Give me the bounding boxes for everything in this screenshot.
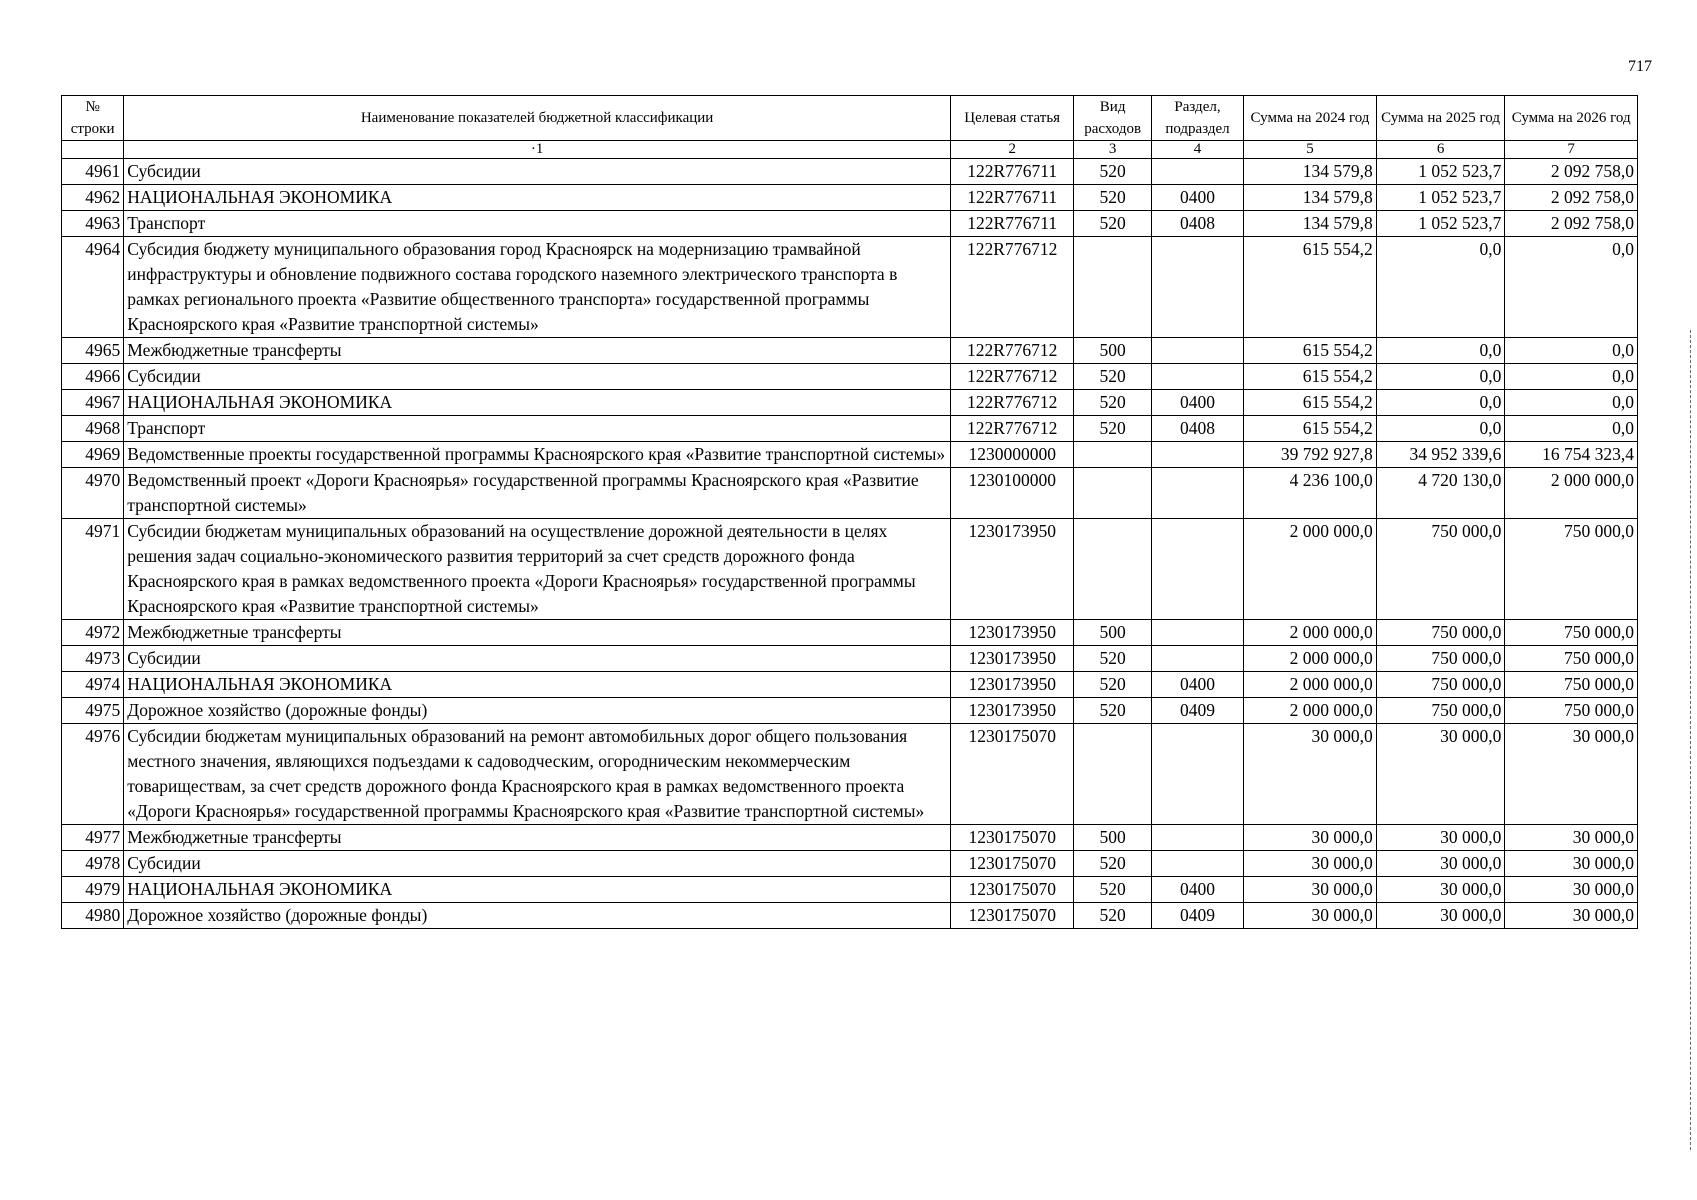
header-razdel: Раздел, подраздел xyxy=(1151,96,1243,141)
sum-2024: 4 236 100,0 xyxy=(1244,468,1377,519)
sum-2026: 16 754 323,4 xyxy=(1505,442,1638,468)
sum-2025: 750 000,0 xyxy=(1376,672,1505,698)
target-article: 1230173950 xyxy=(950,698,1074,724)
section-subsection: 0409 xyxy=(1151,698,1243,724)
section-subsection xyxy=(1151,364,1243,390)
table-row xyxy=(62,364,1638,390)
expense-type xyxy=(1074,468,1151,519)
sum-2025: 30 000,0 xyxy=(1376,724,1505,825)
expense-type: 520 xyxy=(1074,672,1151,698)
expense-type xyxy=(1074,724,1151,825)
expense-type: 520 xyxy=(1074,851,1151,877)
target-article: 122R776711 xyxy=(950,159,1074,185)
section-subsection xyxy=(1151,442,1243,468)
sum-2025: 750 000,0 xyxy=(1376,646,1505,672)
section-subsection xyxy=(1151,338,1243,364)
column-number: 3 xyxy=(1074,141,1151,159)
row-name: Субсидии бюджетам муниципальных образований на осуществление дорожной деятельности в целях решения задач социально-экономического развития территорий за счет средств дорожного фонда Красноярского края в рамках ведомственного проекта «Дороги Красноярья» государственной программы Красноярского края «Развитие транспортной системы» xyxy=(124,519,951,620)
page-number: 717 xyxy=(1628,58,1652,75)
row-number: 4965 xyxy=(62,338,124,364)
row-name: НАЦИОНАЛЬНАЯ ЭКОНОМИКА xyxy=(124,672,951,698)
row-number: 4967 xyxy=(62,390,124,416)
expense-type xyxy=(1074,442,1151,468)
row-number: 4979 xyxy=(62,877,124,903)
row-number: 4964 xyxy=(62,237,124,338)
row-name: Межбюджетные трансферты xyxy=(124,825,951,851)
expense-type: 520 xyxy=(1074,646,1151,672)
row-name: Дорожное хозяйство (дорожные фонды) xyxy=(124,698,951,724)
expense-type: 520 xyxy=(1074,698,1151,724)
expense-type: 520 xyxy=(1074,877,1151,903)
sum-2024: 2 000 000,0 xyxy=(1244,672,1377,698)
table-body xyxy=(62,159,1638,929)
section-subsection xyxy=(1151,519,1243,620)
row-name: НАЦИОНАЛЬНАЯ ЭКОНОМИКА xyxy=(124,390,951,416)
table-row xyxy=(62,877,1638,903)
sum-2024: 30 000,0 xyxy=(1244,825,1377,851)
row-name: Межбюджетные трансферты xyxy=(124,620,951,646)
sum-2026: 0,0 xyxy=(1505,237,1638,338)
column-number: 5 xyxy=(1244,141,1377,159)
table-row xyxy=(62,159,1638,185)
row-name: Субсидии бюджетам муниципальных образований на ремонт автомобильных дорог общего пользования местного значения, являющихся подъездами к садоводческим, огородническим некоммерческим товариществам, за счет средств дорожного фонда Красноярского края в рамках ведомственного проекта «Дороги Красноярья» государственной программы Красноярского края «Развитие транспортной системы» xyxy=(124,724,951,825)
section-subsection xyxy=(1151,825,1243,851)
target-article: 122R776712 xyxy=(950,338,1074,364)
table-row xyxy=(62,338,1638,364)
row-name: Транспорт xyxy=(124,416,951,442)
table-row xyxy=(62,724,1638,825)
section-subsection xyxy=(1151,851,1243,877)
row-name: Межбюджетные трансферты xyxy=(124,338,951,364)
table-row xyxy=(62,646,1638,672)
sum-2026: 30 000,0 xyxy=(1505,903,1638,929)
sum-2025: 750 000,0 xyxy=(1376,698,1505,724)
table-row xyxy=(62,442,1638,468)
sum-2024: 30 000,0 xyxy=(1244,877,1377,903)
header-sum-2025: Сумма на 2025 год xyxy=(1376,96,1505,141)
table-row xyxy=(62,185,1638,211)
row-name: Субсидии xyxy=(124,159,951,185)
row-name: Дорожное хозяйство (дорожные фонды) xyxy=(124,903,951,929)
sum-2024: 2 000 000,0 xyxy=(1244,646,1377,672)
row-name: Ведомственный проект «Дороги Красноярья» государственной программы Красноярского края «Развитие транспортной системы» xyxy=(124,468,951,519)
expense-type: 520 xyxy=(1074,159,1151,185)
table-row xyxy=(62,903,1638,929)
row-name: Субсидия бюджету муниципального образования город Красноярск на модернизацию трамвайной инфраструктуры и обновление подвижного состава городского наземного электрического транспорта в рамках регионального проекта «Развитие общественного транспорта» государственной программы Красноярского края «Развитие транспортной системы» xyxy=(124,237,951,338)
row-number: 4977 xyxy=(62,825,124,851)
sum-2024: 30 000,0 xyxy=(1244,724,1377,825)
sum-2025: 30 000,0 xyxy=(1376,851,1505,877)
sum-2025: 34 952 339,6 xyxy=(1376,442,1505,468)
sum-2025: 0,0 xyxy=(1376,390,1505,416)
sum-2025: 30 000,0 xyxy=(1376,903,1505,929)
sum-2025: 4 720 130,0 xyxy=(1376,468,1505,519)
sum-2026: 0,0 xyxy=(1505,338,1638,364)
sum-2026: 0,0 xyxy=(1505,416,1638,442)
budget-table xyxy=(61,95,1638,929)
expense-type xyxy=(1074,519,1151,620)
header-sum-2026: Сумма на 2026 год xyxy=(1505,96,1638,141)
row-name: Субсидии xyxy=(124,851,951,877)
table-row xyxy=(62,237,1638,338)
sum-2024: 2 000 000,0 xyxy=(1244,620,1377,646)
section-subsection: 0400 xyxy=(1151,390,1243,416)
row-number: 4970 xyxy=(62,468,124,519)
table-row xyxy=(62,416,1638,442)
sum-2025: 0,0 xyxy=(1376,237,1505,338)
target-article: 1230100000 xyxy=(950,468,1074,519)
sum-2026: 750 000,0 xyxy=(1505,646,1638,672)
row-number: 4971 xyxy=(62,519,124,620)
sum-2026: 750 000,0 xyxy=(1505,698,1638,724)
sum-2024: 30 000,0 xyxy=(1244,903,1377,929)
expense-type: 520 xyxy=(1074,364,1151,390)
row-name: Транспорт xyxy=(124,211,951,237)
row-name: Субсидии xyxy=(124,646,951,672)
sum-2025: 0,0 xyxy=(1376,416,1505,442)
sum-2026: 750 000,0 xyxy=(1505,519,1638,620)
table-row xyxy=(62,468,1638,519)
row-number: 4969 xyxy=(62,442,124,468)
table-row xyxy=(62,825,1638,851)
section-subsection xyxy=(1151,724,1243,825)
sum-2026: 30 000,0 xyxy=(1505,724,1638,825)
expense-type: 520 xyxy=(1074,390,1151,416)
sum-2024: 615 554,2 xyxy=(1244,364,1377,390)
section-subsection xyxy=(1151,646,1243,672)
target-article: 1230173950 xyxy=(950,519,1074,620)
sum-2026: 0,0 xyxy=(1505,390,1638,416)
target-article: 1230173950 xyxy=(950,672,1074,698)
section-subsection: 0409 xyxy=(1151,903,1243,929)
row-name: НАЦИОНАЛЬНАЯ ЭКОНОМИКА xyxy=(124,877,951,903)
row-number: 4974 xyxy=(62,672,124,698)
sum-2025: 30 000,0 xyxy=(1376,825,1505,851)
header-sum-2024: Сумма на 2024 год xyxy=(1244,96,1377,141)
column-number: ·1 xyxy=(124,141,951,159)
header-name: Наименование показателей бюджетной классификации xyxy=(124,96,951,141)
section-subsection xyxy=(1151,468,1243,519)
sum-2026: 0,0 xyxy=(1505,364,1638,390)
column-numbers-row xyxy=(62,141,1638,159)
expense-type: 520 xyxy=(1074,416,1151,442)
sum-2026: 30 000,0 xyxy=(1505,825,1638,851)
expense-type: 500 xyxy=(1074,825,1151,851)
section-subsection xyxy=(1151,159,1243,185)
sum-2024: 30 000,0 xyxy=(1244,851,1377,877)
target-article: 122R776712 xyxy=(950,237,1074,338)
sum-2024: 2 000 000,0 xyxy=(1244,519,1377,620)
section-subsection: 0400 xyxy=(1151,877,1243,903)
row-number: 4975 xyxy=(62,698,124,724)
sum-2026: 750 000,0 xyxy=(1505,620,1638,646)
expense-type xyxy=(1074,237,1151,338)
sum-2024: 615 554,2 xyxy=(1244,416,1377,442)
header-vid: Вид расходов xyxy=(1074,96,1151,141)
row-number: 4973 xyxy=(62,646,124,672)
header-row-no: № строки xyxy=(62,96,124,141)
row-number: 4962 xyxy=(62,185,124,211)
column-number: 6 xyxy=(1376,141,1505,159)
section-subsection: 0400 xyxy=(1151,185,1243,211)
sum-2025: 750 000,0 xyxy=(1376,519,1505,620)
section-subsection xyxy=(1151,237,1243,338)
expense-type: 520 xyxy=(1074,185,1151,211)
sum-2025: 1 052 523,7 xyxy=(1376,211,1505,237)
sum-2024: 615 554,2 xyxy=(1244,390,1377,416)
target-article: 122R776712 xyxy=(950,416,1074,442)
sum-2026: 750 000,0 xyxy=(1505,672,1638,698)
expense-type: 500 xyxy=(1074,620,1151,646)
sum-2026: 2 092 758,0 xyxy=(1505,211,1638,237)
table-row xyxy=(62,620,1638,646)
expense-type: 520 xyxy=(1074,211,1151,237)
row-number: 4966 xyxy=(62,364,124,390)
sum-2024: 615 554,2 xyxy=(1244,237,1377,338)
row-name: НАЦИОНАЛЬНАЯ ЭКОНОМИКА xyxy=(124,185,951,211)
target-article: 1230175070 xyxy=(950,825,1074,851)
sum-2026: 2 092 758,0 xyxy=(1505,159,1638,185)
sum-2026: 30 000,0 xyxy=(1505,851,1638,877)
row-number: 4976 xyxy=(62,724,124,825)
row-name: Ведомственные проекты государственной программы Красноярского края «Развитие транспортной системы» xyxy=(124,442,951,468)
target-article: 1230175070 xyxy=(950,877,1074,903)
column-number: 4 xyxy=(1151,141,1243,159)
target-article: 1230173950 xyxy=(950,620,1074,646)
expense-type: 500 xyxy=(1074,338,1151,364)
row-number: 4972 xyxy=(62,620,124,646)
row-number: 4978 xyxy=(62,851,124,877)
sum-2026: 2 092 758,0 xyxy=(1505,185,1638,211)
column-number: 7 xyxy=(1505,141,1638,159)
table-row xyxy=(62,851,1638,877)
section-subsection: 0400 xyxy=(1151,672,1243,698)
sum-2024: 39 792 927,8 xyxy=(1244,442,1377,468)
row-number: 4968 xyxy=(62,416,124,442)
sum-2025: 1 052 523,7 xyxy=(1376,159,1505,185)
target-article: 1230000000 xyxy=(950,442,1074,468)
column-number xyxy=(62,141,124,159)
table-row xyxy=(62,672,1638,698)
row-number: 4961 xyxy=(62,159,124,185)
header-row xyxy=(62,96,1638,141)
row-name: Субсидии xyxy=(124,364,951,390)
target-article: 1230175070 xyxy=(950,724,1074,825)
target-article: 122R776712 xyxy=(950,364,1074,390)
sum-2025: 750 000,0 xyxy=(1376,620,1505,646)
sum-2025: 1 052 523,7 xyxy=(1376,185,1505,211)
table-row xyxy=(62,390,1638,416)
scan-edge-marks xyxy=(1690,330,1694,1150)
target-article: 122R776712 xyxy=(950,390,1074,416)
table-row xyxy=(62,211,1638,237)
target-article: 122R776711 xyxy=(950,211,1074,237)
section-subsection: 0408 xyxy=(1151,211,1243,237)
target-article: 1230173950 xyxy=(950,646,1074,672)
section-subsection: 0408 xyxy=(1151,416,1243,442)
target-article: 1230175070 xyxy=(950,851,1074,877)
sum-2025: 0,0 xyxy=(1376,338,1505,364)
sum-2025: 30 000,0 xyxy=(1376,877,1505,903)
sum-2025: 0,0 xyxy=(1376,364,1505,390)
section-subsection xyxy=(1151,620,1243,646)
sum-2024: 134 579,8 xyxy=(1244,211,1377,237)
row-number: 4980 xyxy=(62,903,124,929)
target-article: 1230175070 xyxy=(950,903,1074,929)
sum-2026: 30 000,0 xyxy=(1505,877,1638,903)
header-target: Целевая статья xyxy=(950,96,1074,141)
sum-2024: 134 579,8 xyxy=(1244,159,1377,185)
expense-type: 520 xyxy=(1074,903,1151,929)
table-row xyxy=(62,698,1638,724)
sum-2024: 2 000 000,0 xyxy=(1244,698,1377,724)
sum-2024: 615 554,2 xyxy=(1244,338,1377,364)
sum-2026: 2 000 000,0 xyxy=(1505,468,1638,519)
target-article: 122R776711 xyxy=(950,185,1074,211)
column-number: 2 xyxy=(950,141,1074,159)
row-number: 4963 xyxy=(62,211,124,237)
sum-2024: 134 579,8 xyxy=(1244,185,1377,211)
table-row xyxy=(62,519,1638,620)
